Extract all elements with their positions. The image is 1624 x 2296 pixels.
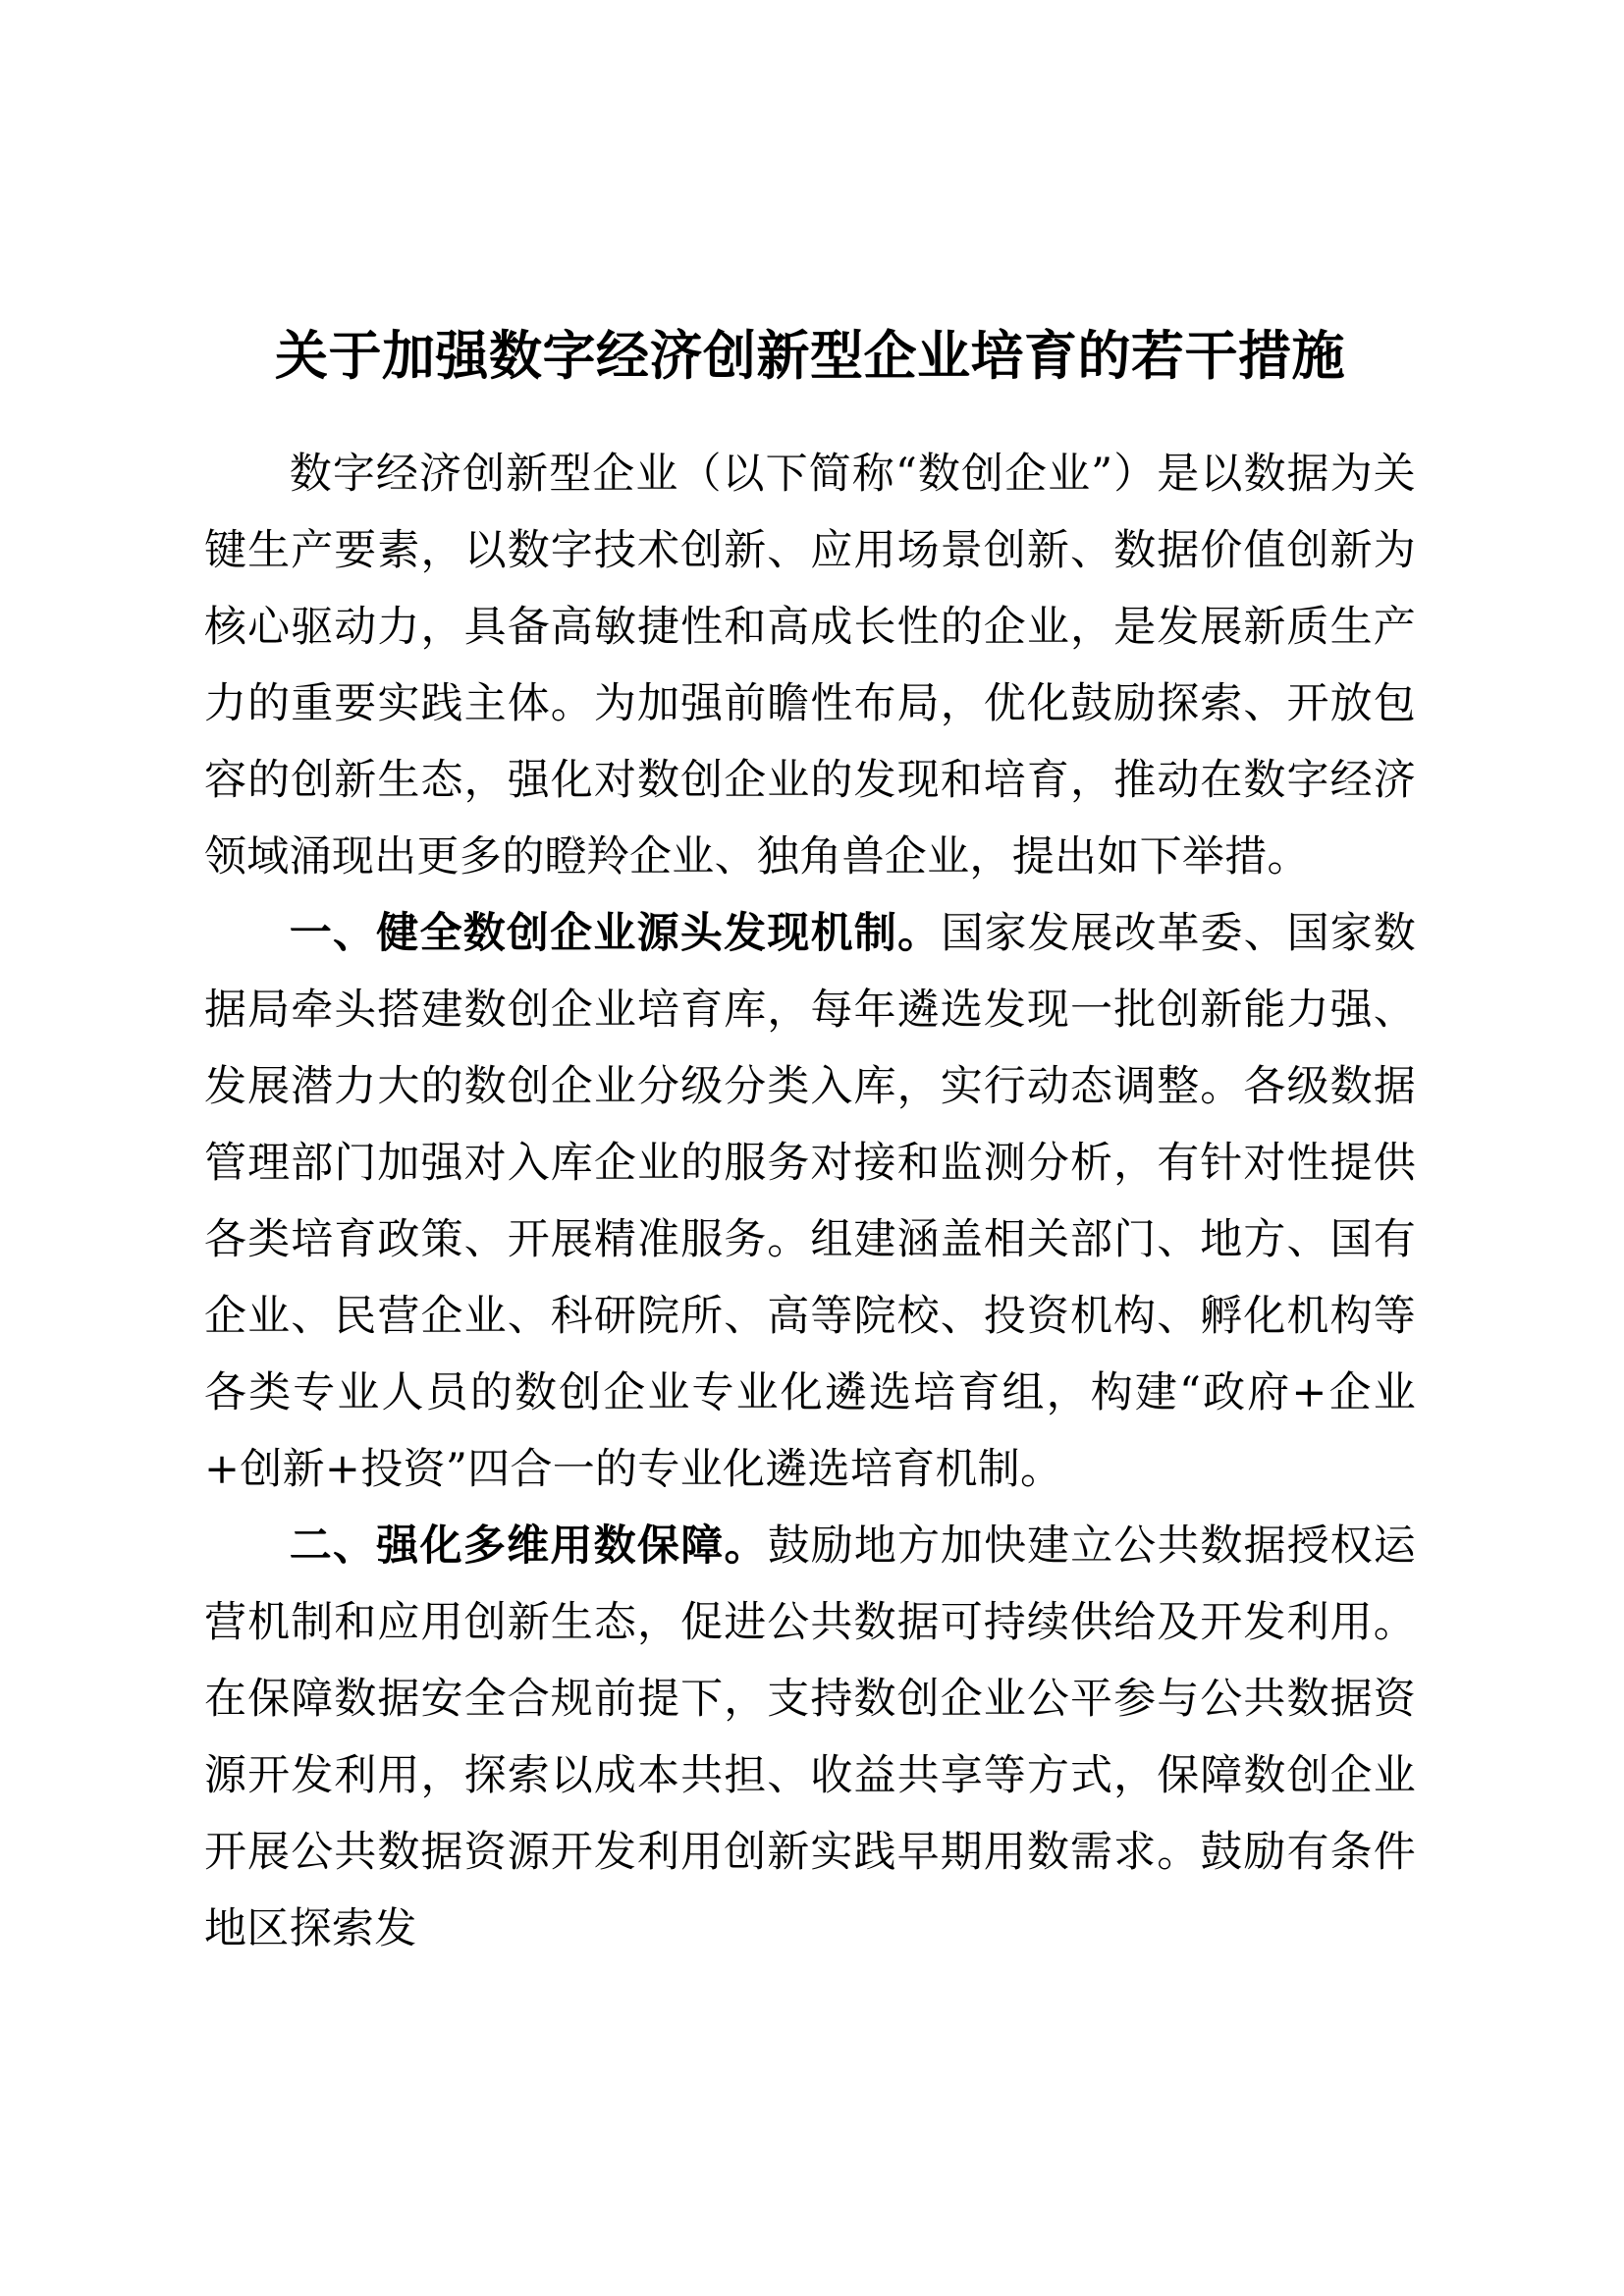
paragraph-section-1 — [204, 895, 1416, 1508]
document-body — [204, 324, 1416, 1967]
document-title: 关于加强数字经济创新型企业培育的若干措施 — [275, 324, 1345, 387]
paragraph-text: 国家发展改革委、国家数据局牵头搭建数创企业培育库，每年遴选发现一批创新能力强、发展潜力大的数创企业分级分类入库，实行动态调整。各级数据管理部门加强对入库企业的服务对接和监测分析，有针对性提供各类培育政策、开展精准服务。组建涵盖相关部门、地方、国有企业、民营企业、科研院所、高等院校、投资机构、孵化机构等各类专业人员的数创企业专业化遴选培育组，构建“政府+企业+创新+投资”四合一的专业化遴选培育机制。 — [204, 908, 1416, 1494]
section-heading-1: 一、健全数创企业源头发现机制。 — [289, 908, 942, 958]
paragraph-intro — [204, 436, 1416, 895]
paragraph-text: 数字经济创新型企业（以下简称“数创企业”）是以数据为关键生产要素，以数字技术创新、应用场景创新、数据价值创新为核心驱动力，具备高敏捷性和高成长性的企业，是发展新质生产力的重要实践主体。为加强前瞻性布局，优化鼓励探索、开放包容的创新生态，强化对数创企业的发现和培育，推动在数字经济领域涌现出更多的瞪羚企业、独角兽企业，提出如下举措。 — [204, 449, 1416, 881]
paragraph-section-2 — [204, 1508, 1416, 1967]
section-heading-2: 二、强化多维用数保障。 — [289, 1521, 768, 1571]
paragraph-text: 鼓励地方加快建立公共数据授权运营机制和应用创新生态，促进公共数据可持续供给及开发利用。在保障数据安全合规前提下，支持数创企业公平参与公共数据资源开发利用，探索以成本共担、收益共享等方式，保障数创企业开展公共数据资源开发利用创新实践早期用数需求。鼓励有条件地区探索发 — [204, 1521, 1417, 1953]
